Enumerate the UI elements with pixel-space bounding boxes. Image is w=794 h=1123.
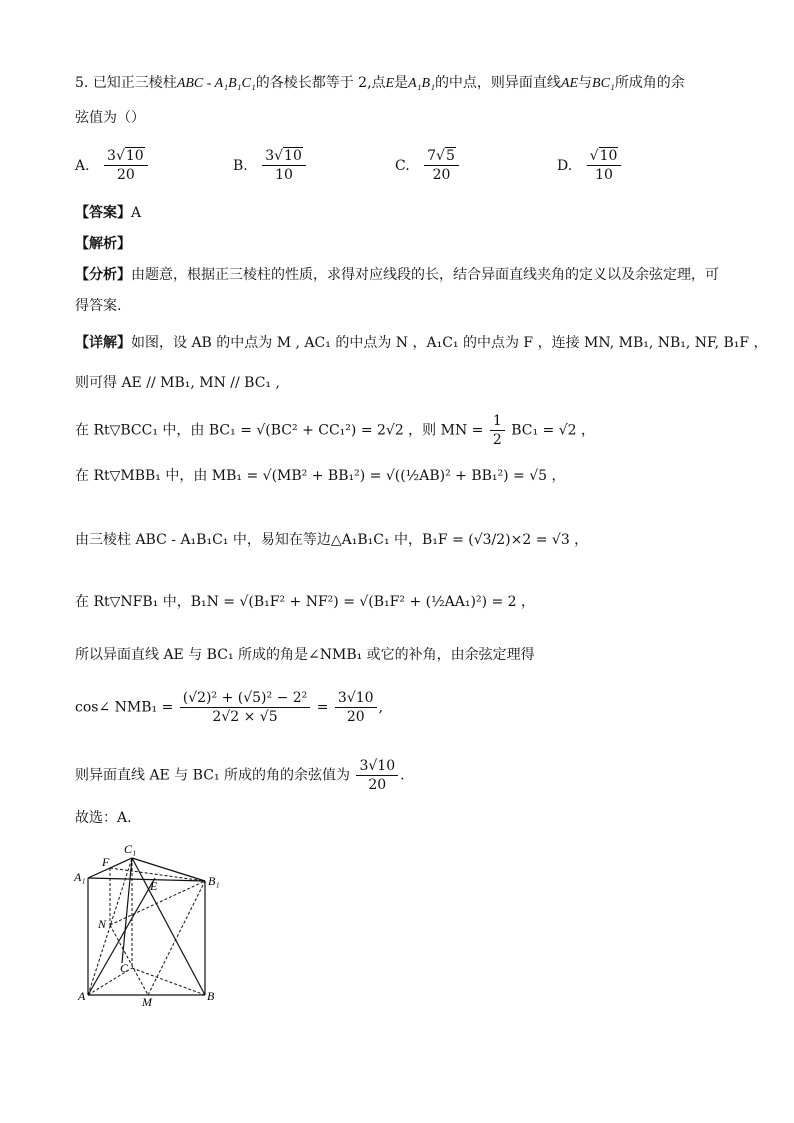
label-A1: A₁ [74, 870, 86, 884]
detail-line-5: 由三棱柱 ABC - A₁B₁C₁ 中，易知在等边△A₁B₁C₁ 中，B₁F = (√3/2)×2 = √3 ， [75, 532, 589, 548]
detail-line-9: 则异面直线 AE 与 BC₁ 所成的角的余弦值为 $\frac{3√10}{20}$ . [75, 758, 405, 793]
label-C: C [120, 961, 129, 975]
label-C1: C₁ [124, 842, 137, 856]
question-line-1: 5. 已知正三棱柱ABC - A₁B₁C₁的各棱长都等于 2,点E是A₁B₁的中点，则异面直线AE与BC₁所成角的余 [75, 75, 685, 91]
label-E: E [150, 879, 158, 893]
detail-line-7: 所以异面直线 AE 与 BC₁ 所成的角是∠NMB₁ 或它的补角，由余弦定理得 [75, 647, 535, 663]
question-line-2: 弦值为（） [75, 110, 145, 126]
analysis-tag: 【解析】 [75, 236, 131, 252]
prism-figure [70, 838, 230, 1018]
detail-line-2: 则可得 AE // MB₁, MN // BC₁ , [75, 375, 280, 391]
label-F: F [102, 855, 110, 869]
fenxi-line-1: 【分析】由题意，根据正三棱柱的性质，求得对应线段的长，结合异面直线夹角的定义以及余弦定理，可 [75, 267, 719, 283]
option-a[interactable]: A. $\frac{3√10}{20}$ [75, 148, 150, 183]
detail-line-6: 在 Rt▽NFB₁ 中，B₁N = √(B₁F² + NF²) = √(B₁F² + (½AA₁)²) = 2 ， [75, 594, 536, 610]
answer-line: 【答案】A [75, 205, 142, 221]
fenxi-line-2: 得答案. [75, 298, 122, 314]
option-b[interactable]: B. $\frac{3√10}{10}$ [233, 148, 308, 183]
label-B1: B₁ [208, 874, 220, 888]
cos-formula: cos∠ NMB₁ = $\frac{\text{(√2)² + (√5)² − 2²}}{2√2 \times √5}$ = $\frac{3√10}{20}$ , [75, 690, 384, 725]
label-N: N [98, 917, 107, 931]
label-M: M [142, 995, 152, 1009]
detail-line-4: 在 Rt▽MBB₁ 中，由 MB₁ = √(MB² + BB₁²) = √((½AB)² + BB₁²) = √5 ， [75, 468, 566, 484]
detail-line-1: 【详解】如图，设 AB 的中点为 M , AC₁ 的中点为 N ，A₁C₁ 的中点为 F ，连接 MN, MB₁, NB₁, NF, B₁F ， [75, 335, 768, 351]
option-d[interactable]: D. $\frac{√10}{10}$ [557, 148, 623, 183]
detail-line-3: 在 Rt▽BCC₁ 中，由 BC₁ = √(BC² + CC₁²) = 2√2 ，则 MN = $\frac{1}{2}$ BC₁ = √2 ， [75, 413, 596, 448]
label-B: B [207, 989, 215, 1003]
label-A: A [78, 989, 86, 1003]
detail-line-10: 故选：A. [75, 810, 132, 826]
option-c[interactable]: C. $\frac{7√5}{20}$ [395, 148, 461, 183]
